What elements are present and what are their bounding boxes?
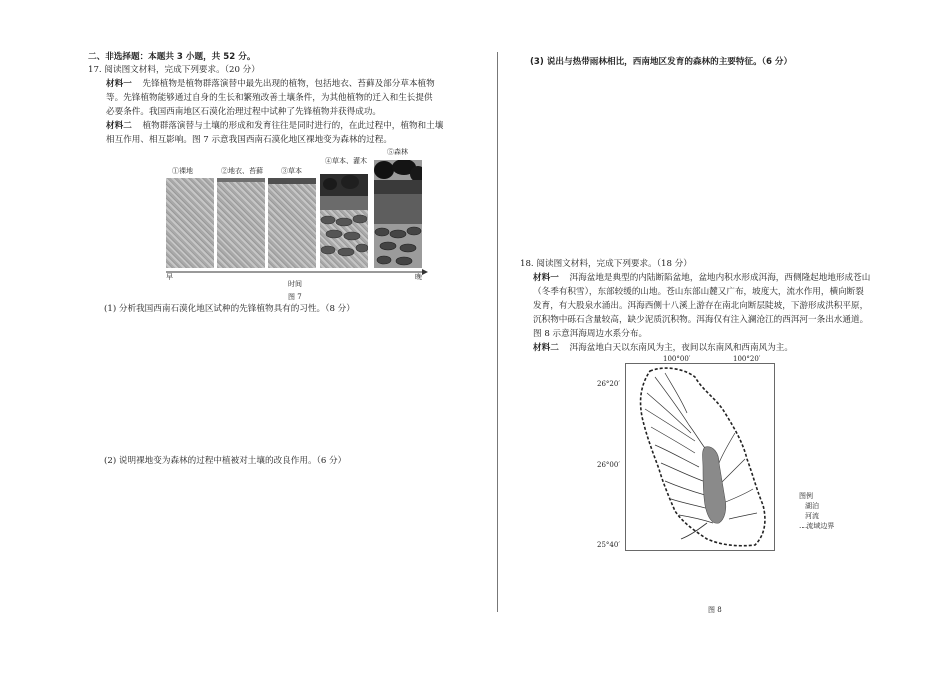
bare-ground-strip <box>166 178 214 268</box>
q17-material2-line2: 相互作用、相互影响。图 7 示意我国西南石漠化地区裸地变为森林的过程。 <box>106 135 392 145</box>
q17-material2-text1: 植物群落演替与土壤的形成和发育往往是同时进行的，在此过程中，植物和土壤 <box>142 121 444 131</box>
figure-8-caption: 图 8 <box>708 606 722 614</box>
q17-sub1: (1) 分析我国西南石漠化地区试种的先锋植物具有的习性。（8 分） <box>104 304 355 314</box>
q17-material1-line3: 必要条件。我国西南地区石漠化治理过程中试种了先锋植物并获得成功。 <box>106 107 382 117</box>
lichen-moss-strip <box>217 178 265 268</box>
q17-stem: 17. 阅读图文材料，完成下列要求。（20 分） <box>88 65 260 75</box>
stage-label-3: ③草本 <box>281 167 302 175</box>
q17-material1-text1: 先锋植物是植物群落演替中最先出现的植物，包括地衣、苔藓及部分草本植物 <box>142 79 435 89</box>
boundary-symbol: ‥‥ <box>799 522 807 530</box>
stage-label-5: ⑤森林 <box>387 148 408 156</box>
lon-label-100-20: 100°20′ <box>733 355 761 363</box>
q18-material2-text1: 洱海盆地白天以东南风为主，夜间以东南风和西南风为主。 <box>569 343 793 353</box>
stage-label-4: ④草本、灌木 <box>325 157 367 165</box>
figure-8-map <box>595 353 845 613</box>
lat-label-26-00: 26°00′ <box>597 461 620 469</box>
legend-river: 河流 <box>805 512 819 520</box>
q17-sub3: (3) 说出与热带雨林相比，西南地区发育的森林的主要特征。（6 分） <box>530 57 793 67</box>
q17-sub2: (2) 说明裸地变为森林的过程中植被对土壤的改良作用。（6 分） <box>104 456 347 466</box>
map-legend <box>799 491 834 531</box>
q17-material1-line1 <box>106 78 435 91</box>
herb-strip <box>268 178 316 268</box>
q18-material1-label: 材料一 <box>533 273 559 283</box>
q18-material1-line4: 沉积物中砾石含量较高，缺少泥质沉积物。洱海仅有注入澜沧江的西洱河一条出水通道。 <box>533 315 869 325</box>
time-axis-early: 早 <box>166 273 173 281</box>
legend-boundary: ‥‥流域边界 <box>799 522 835 530</box>
legend-title: 图例 <box>799 492 813 500</box>
figure-7-caption: 图 7 <box>288 293 302 301</box>
column-divider <box>497 52 498 612</box>
time-axis-label: 时间 <box>288 280 302 288</box>
q18-material1-line2: （冬季有积雪），东部较缓的山地。苍山东部山麓又广布，坡度大，流水作用，横向断裂 <box>533 287 864 297</box>
q18-stem: 18. 阅读图文材料，完成下列要求。（18 分） <box>520 259 692 269</box>
q18-material1-line1 <box>533 272 870 285</box>
figure-7 <box>160 146 440 306</box>
forest-strip <box>374 160 422 268</box>
drainage-map-svg <box>625 363 775 551</box>
q18-material2-label: 材料二 <box>533 343 559 353</box>
stage-label-1: ①裸地 <box>172 167 193 175</box>
q18-material1-line3: 发育，有大股泉水涌出。洱海西侧十八溪上游存在南北向断层陡坡，下游形成洪积平原， <box>533 301 869 311</box>
lat-label-25-40: 25°40′ <box>597 541 620 549</box>
stage-label-2: ②地衣、苔藓 <box>221 167 263 175</box>
section-heading: 二、非选择题：本题共 3 小题，共 52 分。 <box>88 52 256 62</box>
q17-material1-line2: 等。先锋植物能够通过自身的生长和繁殖改善土壤条件，为其他植物的迁入和生长提供 <box>106 93 433 103</box>
q18-material1-text1: 洱海盆地是典型的内陆断陷盆地，盆地内积水形成洱海，西侧隆起地地形成苍山 <box>569 273 871 283</box>
q17-material1-label: 材料一 <box>106 79 132 89</box>
lat-label-26-20: 26°20′ <box>597 380 620 388</box>
legend-lake: 湖泊 <box>805 502 819 510</box>
time-axis-late: 晚 <box>415 273 422 281</box>
q17-material2-label: 材料二 <box>106 121 132 131</box>
q18-material1-line5: 图 8 示意洱海周边水系分布。 <box>533 329 648 339</box>
herb-shrub-strip <box>320 174 368 268</box>
q17-material2-line1 <box>106 120 443 133</box>
lon-label-100-00: 100°00′ <box>663 355 691 363</box>
